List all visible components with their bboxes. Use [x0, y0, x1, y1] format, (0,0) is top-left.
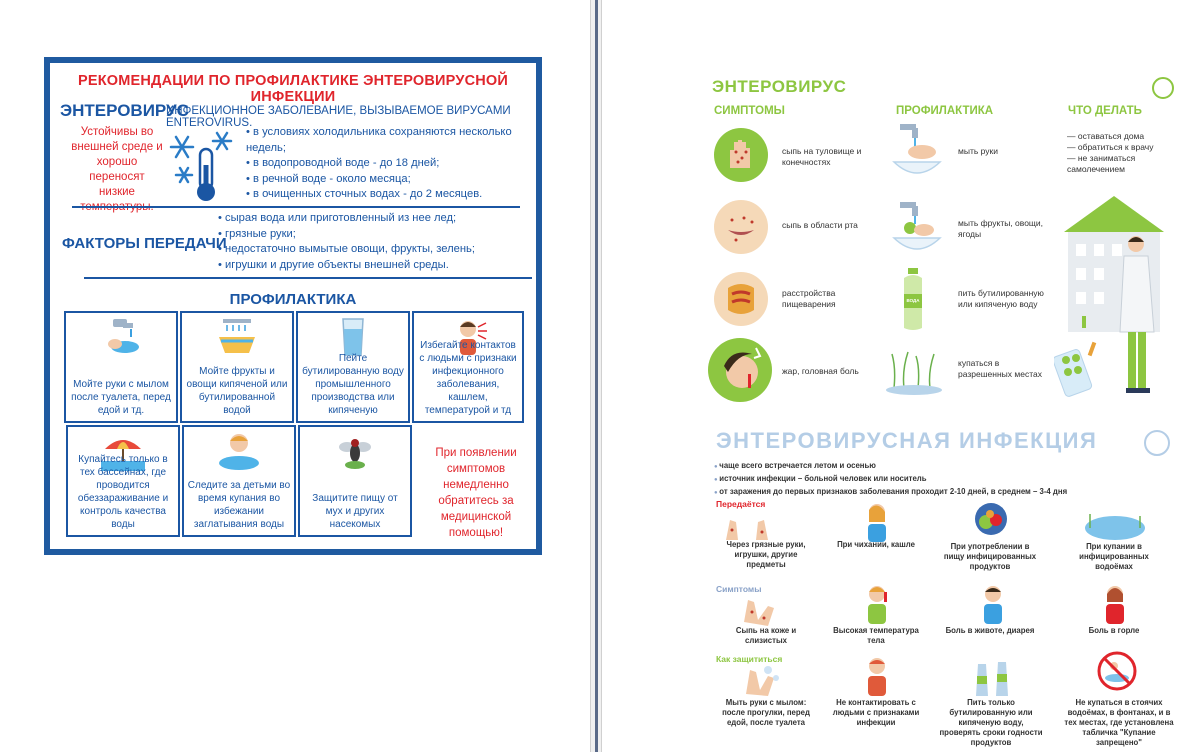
protect-text: Не купаться в стоячих водоёмах, в фонтанах, и в тех местах, где установлена табличка "Купание запрещено" [1064, 698, 1174, 747]
page-divider-line [595, 0, 598, 752]
factors-list [218, 211, 518, 273]
symptom2-text: Боль в животе, диарея [945, 626, 1035, 635]
col-symptoms-heading: СИМПТОМЫ [714, 105, 785, 117]
card-swim-pools [66, 425, 180, 537]
symptom-text: сыпь на туловище и конечностях [782, 146, 862, 167]
list-item: • в условиях холодильника сохраняются несколько недель; [246, 125, 526, 156]
todo-item: — обратиться к врачу [1067, 142, 1154, 152]
virus-food-icon [966, 498, 1016, 540]
wash-fruits-icon [890, 200, 944, 260]
list-item: ● от заражения до первых признаков заболевания проходит 2-10 дней, в среднем – 3-4 дня [714, 486, 1154, 499]
symptom-text: жар, головная боль [782, 366, 859, 376]
todo-item: — оставаться дома [1067, 131, 1145, 141]
factors-heading: ФАКТОРЫ ПЕРЕДАЧИ [62, 235, 227, 252]
card-wash-fruits [180, 311, 294, 423]
poster-title: РЕКОМЕНДАЦИИ ПО ПРОФИЛАКТИКЕ ЭНТЕРОВИРУСНОЙ ИНФЕКЦИИ [77, 73, 509, 105]
faucet-hands-icon [99, 317, 143, 357]
transmit-text: При чихании, кашле [837, 540, 915, 549]
card-text: Избегайте контактов с людьми с признаки инфекционного заболевания, кашлем, температурой и тд [419, 340, 517, 416]
logo-icon [1144, 430, 1170, 456]
col-prevention-heading: ПРОФИЛАКТИКА [896, 105, 994, 117]
section-symptoms-heading: Симптомы [716, 584, 762, 594]
protect-text: Пить только бутилированную или кипяченую воду, проверять сроки годности продуктов [939, 698, 1043, 747]
list-item: • в водопроводной воде - до 18 дней; [246, 156, 526, 172]
prophylaxis-poster [44, 57, 542, 555]
soap-hands-icon [738, 660, 788, 702]
protect-text: Не контактировать с людьми с признаками инфекции [832, 698, 920, 727]
digestion-icon [714, 272, 768, 326]
sore-throat-icon [1090, 582, 1140, 624]
hand-rash-icon [714, 128, 768, 182]
poster-title: ЭНТЕРОВИРУС [712, 77, 847, 96]
document-page-right [602, 0, 1198, 752]
section-protect-heading: Как защититься [716, 654, 783, 664]
bottle-label: ВОДА [906, 298, 920, 303]
prophylaxis-heading: ПРОФИЛАКТИКА [229, 291, 357, 308]
symptom-text: расстройства пищеварения [782, 288, 836, 309]
water-bottles-icon [968, 656, 1018, 698]
prevention-text: мыть руки [958, 146, 998, 156]
symptom2-text: Высокая температура тела [833, 626, 919, 645]
list-item: • в речной воде - около месяца; [246, 172, 526, 188]
prevention-text: купаться в разрешенных местах [958, 358, 1042, 379]
card-text: Защитите пищу от мух и других насекомых [312, 493, 398, 530]
flies-icon [333, 431, 377, 471]
reeds-water-icon [884, 344, 944, 396]
card-wash-hands [64, 311, 178, 423]
transmit-text: При купании в инфицированных водоёмах [1079, 542, 1149, 571]
prevention-text: пить бутилированную или кипяченую воду [958, 288, 1044, 309]
card-text: Следите за детьми во время купания во избежании заглатывания воды [187, 480, 291, 530]
symptom-text: сыпь в области рта [782, 220, 858, 230]
card-text: Купайтесь только в тех бассейнах, где проводится обеззараживание и контроль качества воды [77, 454, 169, 530]
child-swimming-icon [217, 431, 261, 471]
thermometer-snowflake-icon [168, 129, 240, 205]
list-item: • недостаточно вымытые овощи, фрукты, зелень; [218, 242, 518, 258]
card-watch-children [182, 425, 296, 537]
section-transmit-heading: Передаётся [716, 499, 766, 509]
warning-note: При появлении симптомов немедленно обратитесь за медицинской помощью! [435, 447, 517, 539]
fever-headache-icon [708, 338, 772, 402]
todo-item: — не заниматься самолечением [1067, 153, 1136, 174]
doctor-hospital-illustration [1054, 192, 1186, 404]
water-bottle-icon [900, 268, 926, 332]
mouth-rash-icon [714, 200, 768, 254]
list-item: ● источник инфекции – больной человек или носитель [714, 473, 1154, 486]
list-item: • в очищенных сточных водах - до 2 месяцев. [246, 187, 526, 203]
card-drink-water [296, 311, 410, 423]
sneezing-woman-icon [852, 500, 902, 542]
bowl-water-icon [215, 317, 259, 357]
card-avoid-contacts [412, 311, 524, 423]
transmit-text: При употреблении в пищу инфицированных продуктов [943, 542, 1037, 571]
coughing-man-icon [852, 654, 902, 696]
divider [84, 277, 532, 279]
list-item: • сырая вода или приготовленный из нее лед; [218, 211, 518, 227]
poster-title-2: ЭНТЕРОВИРУСНАЯ ИНФЕКЦИЯ [716, 428, 1098, 453]
card-protect-food [298, 425, 412, 537]
transmit-text: Через грязные руки, игрушки, другие предметы [726, 540, 806, 569]
faucet-wash-icon [890, 122, 944, 184]
no-swimming-icon [1092, 650, 1142, 692]
symptom2-text: Сыпь на коже и слизистых [735, 626, 797, 645]
card-text: Пейте бутилированную воду промышленного производства или кипяченую [302, 353, 404, 416]
list-item: • игрушки и другие объекты внешней среды. [218, 258, 518, 274]
todo-list [1067, 131, 1159, 175]
col-todo-heading: ЧТО ДЕЛАТЬ [1068, 105, 1142, 117]
logo-icon [1152, 77, 1174, 99]
prevention-text: мыть фрукты, овощи, ягоды [958, 218, 1044, 239]
enterovirus-heading: ЭНТЕРОВИРУС [60, 101, 189, 120]
card-text: Мойте фрукты и овощи кипяченой или бутилированной водой [186, 366, 288, 416]
document-page-left [0, 0, 590, 752]
stomach-ache-icon [968, 582, 1018, 624]
symptom2-text: Боль в горле [1088, 626, 1140, 635]
divider [72, 206, 520, 208]
pond-icon [1082, 504, 1148, 546]
card-text: Мойте руки с мылом после туалета, перед едой и тд. [71, 379, 171, 416]
water-glass-icon [331, 317, 375, 357]
facts-list [714, 460, 1154, 499]
stability-list [246, 125, 526, 203]
fever-woman-icon [852, 582, 902, 624]
list-item: ● чаще всего встречается летом и осенью [714, 460, 1154, 473]
protect-text: Мыть руки с мылом: после прогулки, перед едой, после туалета [722, 698, 810, 727]
enterovirus-definition: ИНФЕКЦИОННОЕ ЗАБОЛЕВАНИЕ, ВЫЗЫВАЕМОЕ ВИРУСАМИ ENTEROVIRUS. [166, 105, 511, 129]
list-item: • грязные руки; [218, 227, 518, 243]
stability-note: Устойчивы во внешней среде и хорошо переносят низкие [71, 126, 163, 198]
